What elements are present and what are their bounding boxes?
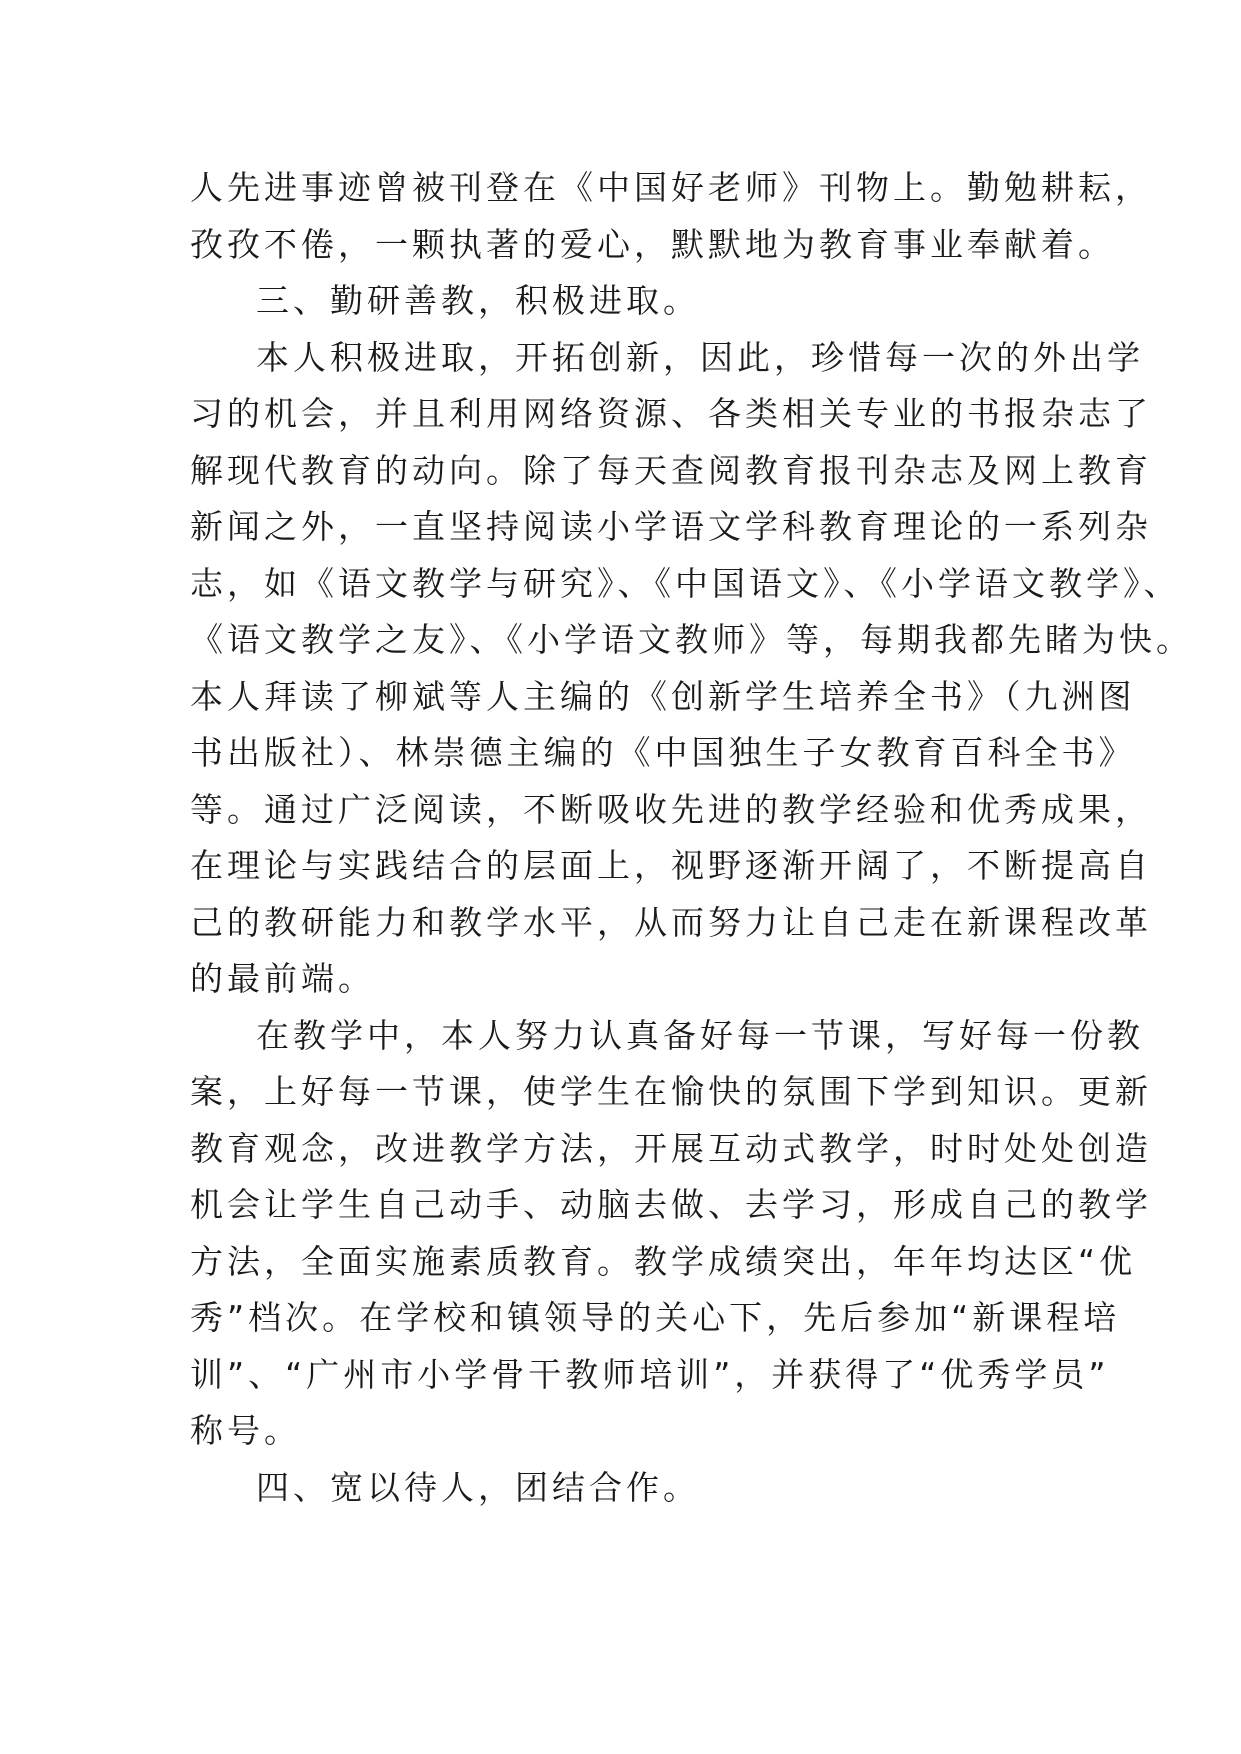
text-line: 习的机会，并且利用网络资源、各类相关专业的书报杂志了 [190, 394, 1152, 433]
section-heading: 四、宽以待人，团结合作。 [256, 1467, 700, 1507]
text-line: 教育观念，改进教学方法，开展互动式教学，时时处处创造 [190, 1128, 1152, 1168]
document-body [190, 160, 1193, 1516]
text-line: 案，上好每一节课，使学生在愉快的氛围下学到知识。更新 [190, 1072, 1152, 1111]
text-line: 秀”档次。在学校和镇领导的关心下，先后参加“新课程培 [190, 1298, 1121, 1337]
text-line: 志，如《语文教学与研究》、《中国语文》、《小学语文教学》、 [190, 563, 1181, 603]
text-line: 新闻之外，一直坚持阅读小学语文学科教育理论的一系列杂 [190, 507, 1152, 546]
text-line: 训”、“广州市小学骨干教师培训”，并获得了“优秀学员” [190, 1354, 1110, 1394]
text-line: 称号。 [190, 1411, 301, 1450]
text-line: 本人积极进取，开拓创新，因此，珍惜每一次的外出学 [256, 337, 1144, 377]
text-line: 解现代教育的动向。除了每天查阅教育报刊杂志及网上教育 [190, 450, 1152, 490]
text-line: 本人拜读了柳斌等人主编的《创新学生培养全书》（九洲图 [190, 676, 1136, 716]
text-line: 的最前端。 [190, 959, 375, 998]
text-line: 方法，全面实施素质教育。教学成绩突出，年年均达区“优 [190, 1241, 1137, 1281]
section-heading: 三、勤研善教，积极进取。 [256, 281, 700, 320]
text-line: 在理论与实践结合的层面上，视野逐渐开阔了，不断提高自 [190, 846, 1152, 885]
text-line: 己的教研能力和教学水平，从而努力让自己走在新课程改革 [190, 902, 1152, 942]
text-line: 机会让学生自己动手、动脑去做、去学习，形成自己的教学 [190, 1185, 1152, 1224]
text-line: 等。通过广泛阅读，不断吸收先进的教学经验和优秀成果， [190, 789, 1152, 829]
text-line: 人先进事迹曾被刊登在《中国好老师》刊物上。勤勉耕耘， [190, 168, 1152, 207]
text-line: 孜孜不倦，一颗执著的爱心，默默地为教育事业奉献着。 [190, 224, 1115, 264]
text-line: 在教学中，本人努力认真备好每一节课，写好每一份教 [256, 1015, 1144, 1055]
text-line: 《语文教学之友》、《小学语文教师》等，每期我都先睹为快。 [190, 620, 1193, 659]
text-line: 书出版社）、林崇德主编的《中国独生子女教育百科全书》 [190, 733, 1136, 772]
